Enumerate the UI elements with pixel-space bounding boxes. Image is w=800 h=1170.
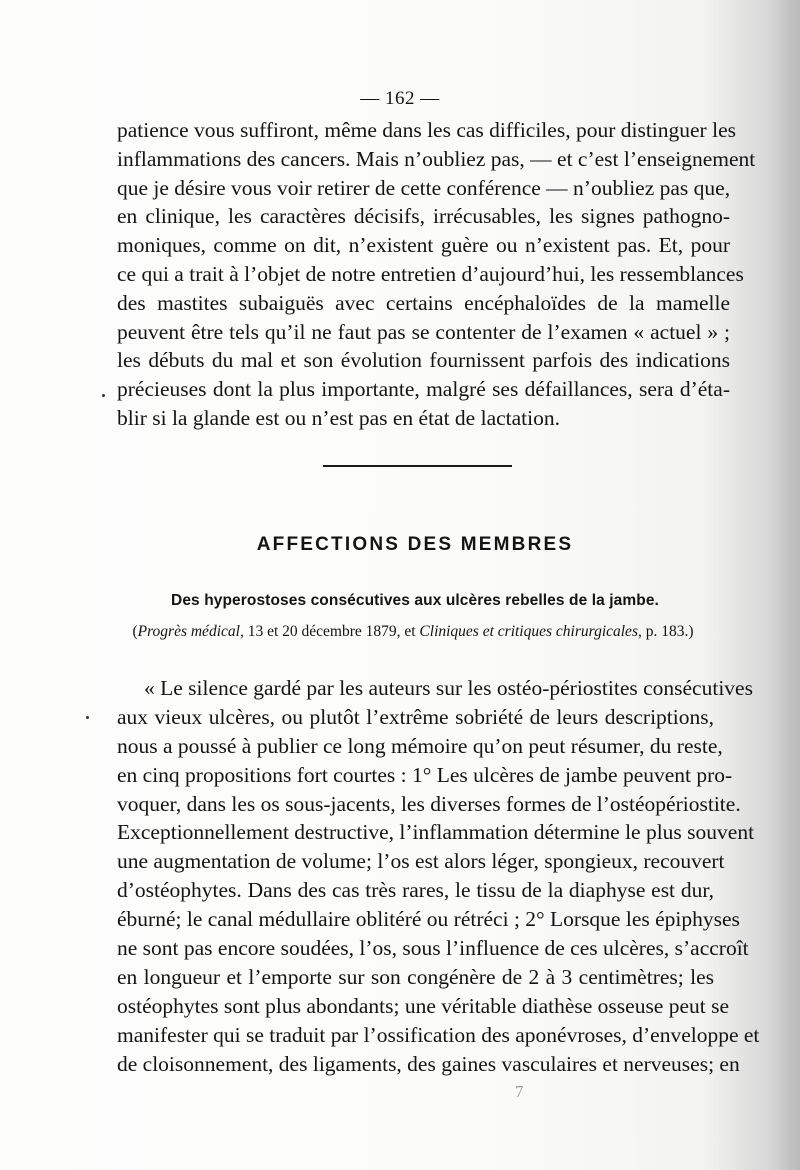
citation-page: , p. 183.) [637,623,694,640]
text-line: en clinique, les caractères décisifs, irrécusables, les signes pathogno- [117,204,730,229]
text-line: aux vieux ulcères, ou plutôt l’extrême sobriété de leurs descriptions, [117,704,714,729]
text-line: que je désire vous voir retirer de cette conférence — n’oubliez pas que, [117,175,731,200]
folio-mark: 7 [515,1082,524,1101]
body-paragraph [117,674,760,1078]
text-line: ce qui a trait à l’objet de notre entretien d’aujourd’hui, les ressemblances [117,261,744,286]
page-number: — 162 — [360,88,440,109]
text-line: manifester qui se traduit par l’ossification des aponévroses, d’enveloppe et [117,1022,760,1047]
section-title: AFFECTIONS DES MEMBRES [256,534,574,555]
text-line: moniques, comme on dit, n’existent guère ou n’existent pas. Et, pour [117,233,730,258]
text-line: « Le silence gardé par les auteurs sur les ostéo-périostites consécutives [144,676,753,700]
text-line: précieuses dont la plus importante, malgré ses défaillances, sera d’éta- [117,377,730,402]
text-line: inflammations des cancers. Mais n’oubliez pas, — et c’est l’enseignement [117,146,756,171]
text-line: blir si la glande est ou n’est pas en état de lactation. [117,405,560,430]
text-line: d’ostéophytes. Dans des cas très rares, le tissu de la diaphyse est dur, [117,878,714,903]
citation-journal: Progrès médical [137,623,240,640]
text-line: une augmentation de volume; l’os est alors léger, spongieux, recouvert [117,849,725,874]
text-line: voquer, dans les os sous-jacents, les diverses formes de l’ostéopériostite. [117,791,741,816]
text-line: ostéophytes sont plus abondants; une véritable diathèse osseuse peut se [117,993,730,1018]
text-line: ne sont pas encore soudées, l’os, sous l’influence de ces ulcères, s’accroît [117,936,749,961]
text-line: Exceptionnellement destructive, l’inflammation détermine le plus souvent [117,820,755,845]
text-line: nous a poussé à publier ce long mémoire qu’on peut résumer, du reste, [117,733,723,758]
text-line: les débuts du mal et son évolution fournissent parfois des indications [117,348,730,373]
text-line: des mastites subaiguës avec certains encéphaloïdes de la mamelle [117,290,730,315]
section-divider [323,465,512,467]
article-title: Des hyperostoses consécutives aux ulcères rebelles de la jambe. [171,592,659,609]
margin-speck [86,716,89,719]
citation-dates: , 13 et 20 décembre 1879, et [239,623,420,640]
text-line: en cinq propositions fort courtes : 1° Les ulcères de jambe peuvent pro- [117,762,733,787]
text-line: éburné; le canal médullaire oblitéré ou rétréci ; 2° Lorsque les épiphyses [117,907,740,932]
citation-book: Cliniques et critiques chirurgicales [419,623,638,640]
intro-paragraph [117,116,756,433]
citation [0,623,800,641]
text-line: patience vous suffiront, même dans les cas difficiles, pour distinguer les [117,118,736,142]
citation-open: ( [132,623,138,640]
text-line: de cloisonnement, des ligaments, des gaines vasculaires et nerveuses; en [117,1051,740,1076]
text-line: peuvent être tels qu’il ne faut pas se contenter de l’examen « actuel » ; [117,319,730,344]
text-line: en longueur et l’emporte sur son congénère de 2 à 3 centimètres; les [117,964,714,989]
margin-speck [102,394,105,397]
